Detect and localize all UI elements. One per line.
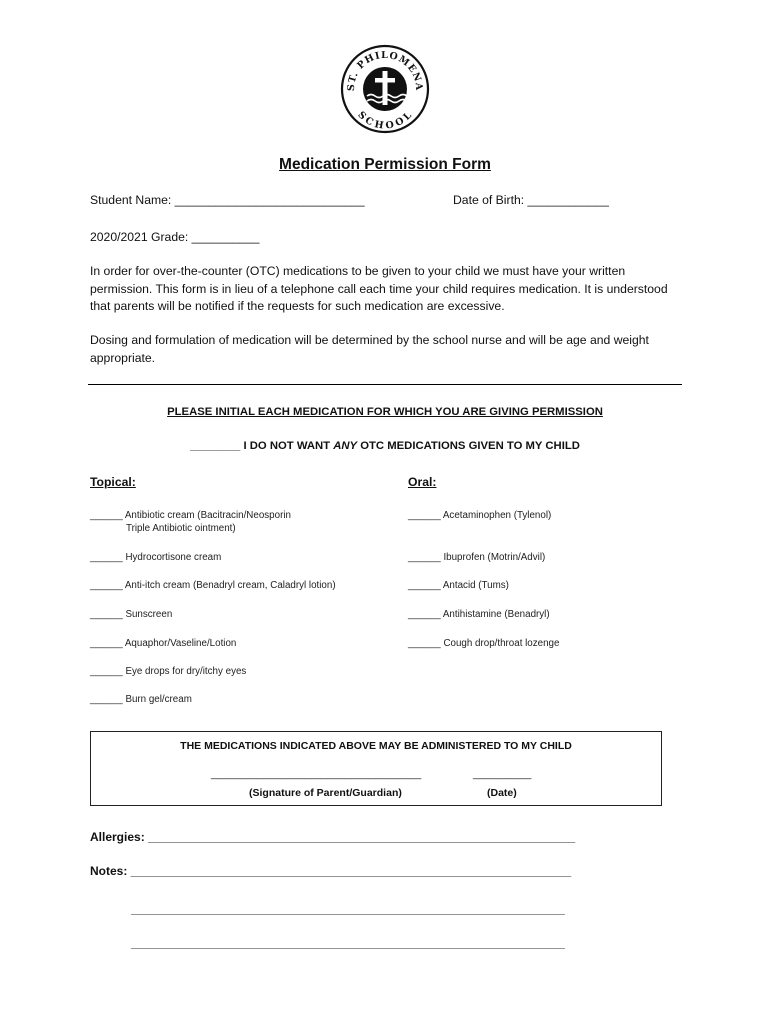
topical-item-eye-drops[interactable] [90,666,246,677]
authorization-statement: THE MEDICATIONS INDICATED ABOVE MAY BE ADMINISTERED TO MY CHILD [180,740,572,752]
signature-box [90,731,662,806]
signature-label: (Signature of Parent/Guardian) [249,787,402,799]
medication-label: Acetaminophen (Tylenol) [442,510,552,521]
oral-item-antihistamine[interactable] [408,609,550,620]
medication-label: Antibiotic cream (Bacitracin/Neosporin [124,510,291,521]
notes-line[interactable]: _________________________________________________________________ [131,902,565,916]
medication-label: Ibuprofen (Motrin/Advil) [443,552,546,563]
initial-blank: ______ [408,552,441,563]
medication-label: Anti-itch cream (Benadryl cream, Caladryl lotion) [124,580,336,591]
medication-label: Cough drop/throat lozenge [443,638,560,649]
signature-line[interactable]: ____________________________________ [211,768,422,780]
allergies-field[interactable]: Allergies: ________________________________________________________________ [90,830,576,844]
oral-item-acetaminophen[interactable] [408,510,551,521]
logo-top-text: ST. PHILOMENA [345,49,425,92]
oral-item-cough-drop[interactable] [408,638,559,649]
topical-item-anti-itch[interactable] [90,580,336,591]
topical-item-aquaphor[interactable] [90,638,236,649]
topical-item-burn-gel[interactable] [90,694,192,705]
medication-label: Burn gel/cream [125,694,192,705]
medication-label: Aquaphor/Vaseline/Lotion [124,638,237,649]
initial-blank: ______ [408,609,441,620]
oral-item-antacid[interactable] [408,580,509,591]
student-name-field[interactable]: Student Name: ____________________________ [90,193,365,207]
medication-label: Hydrocortisone cream [125,552,222,563]
topical-heading: Topical: [90,475,136,489]
initial-blank: ______ [90,510,123,521]
initial-blank: ______ [90,580,123,591]
topical-item-antibiotic[interactable] [90,510,291,521]
initial-blank: ______ [408,580,441,591]
no-otc-text-after: OTC MEDICATIONS GIVEN TO MY CHILD [357,440,580,452]
school-seal-logo [340,44,430,134]
no-otc-blank: ________ [190,440,241,452]
initial-blank: ______ [408,510,441,521]
no-otc-option[interactable] [0,440,770,452]
topical-item-sunscreen[interactable] [90,609,172,620]
medication-label: Antihistamine (Benadryl) [442,609,550,620]
notes-field[interactable]: Notes: __________________________________________________________________ [90,864,572,878]
topical-item-antibiotic-continued: Triple Antibiotic ointment) [126,523,236,534]
no-otc-emphasis: ANY [333,440,358,452]
grade-field[interactable]: 2020/2021 Grade: __________ [90,230,260,244]
initial-blank: ______ [90,666,123,677]
date-line[interactable]: __________ [473,768,532,780]
initial-instruction: PLEASE INITIAL EACH MEDICATION FOR WHICH YOU ARE GIVING PERMISSION [167,406,603,418]
svg-text:SCHOOL [355,110,414,132]
notes-line[interactable]: _________________________________________________________________ [131,936,565,950]
initial-blank: ______ [408,638,441,649]
initial-blank: ______ [90,552,123,563]
topical-item-hydrocortisone[interactable] [90,552,221,563]
dosing-paragraph: Dosing and formulation of medication will be determined by the school nurse and will be age and weight appropriate. [90,333,649,365]
logo-bottom-text: SCHOOL [355,109,415,132]
medication-label: Sunscreen [125,609,173,620]
initial-blank: ______ [90,694,123,705]
date-label: (Date) [487,787,517,799]
form-title: Medication Permission Form [279,156,491,173]
oral-heading: Oral: [408,475,437,489]
initial-blank: ______ [90,638,123,649]
medication-label: Eye drops for dry/itchy eyes [125,666,247,677]
section-divider [88,384,682,385]
intro-paragraph: In order for over-the-counter (OTC) medications to be given to your child we must have your written permission. This form is in lieu of a telephone call each time your child requires medication. It is understood that parents will be notified if the requests for such medication are excessive. [90,264,668,313]
initial-blank: ______ [90,609,123,620]
medication-label: Antacid (Tums) [442,580,509,591]
oral-item-ibuprofen[interactable] [408,552,545,563]
date-of-birth-field[interactable]: Date of Birth: ____________ [453,193,609,207]
no-otc-text-before: I DO NOT WANT [240,440,334,452]
